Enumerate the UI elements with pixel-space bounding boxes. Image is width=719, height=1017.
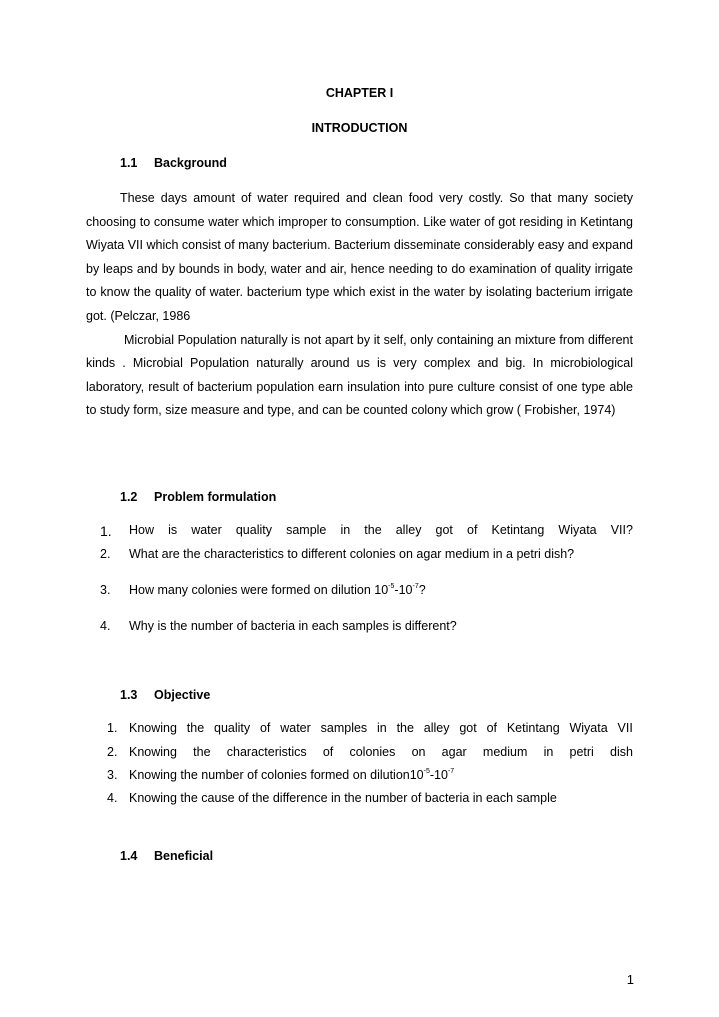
superscript: -7 — [447, 768, 455, 775]
word: in — [377, 721, 387, 735]
problem-item-1 — [100, 523, 633, 539]
list-item-text — [129, 768, 633, 782]
objective-item-4 — [107, 791, 633, 805]
word: on — [411, 745, 426, 759]
word: water — [280, 721, 311, 735]
list-number: 3. — [100, 583, 111, 597]
problem-item-4 — [100, 619, 633, 633]
list-item-text: Knowing the cause of the difference in the number of bacteria in each sample — [129, 791, 557, 805]
list-number: 2. — [100, 547, 111, 561]
word: of — [322, 745, 334, 759]
word: colonies — [349, 745, 396, 759]
list-item-text: What are the characteristics to different colonies on agar medium in a petri dish? — [129, 547, 575, 561]
page-number: 1 — [626, 972, 634, 987]
word: dish — [610, 745, 633, 759]
section-beneficial-heading — [120, 849, 213, 863]
list-number: 3. — [107, 768, 118, 782]
word: quality — [235, 523, 272, 537]
list-item-text — [129, 721, 633, 735]
word: the — [396, 721, 414, 735]
list-number: 2. — [107, 745, 118, 759]
objective-item-2 — [107, 745, 633, 759]
chapter-label: CHAPTER I — [325, 86, 394, 100]
chapter-title: INTRODUCTION — [311, 121, 408, 135]
section-title: Problem formulation — [154, 490, 277, 504]
section-title: Background — [154, 156, 227, 170]
background-text — [86, 187, 633, 423]
word: How — [129, 523, 155, 537]
section-number: 1.1 — [120, 156, 138, 170]
section-title: Objective — [154, 688, 211, 702]
section-title: Beneficial — [154, 849, 214, 863]
text-part: -10 — [394, 583, 413, 597]
list-item-text — [129, 583, 633, 597]
word: Ketintang — [506, 721, 560, 735]
word: of — [467, 523, 478, 537]
word: alley — [423, 721, 450, 735]
word: in — [543, 745, 554, 759]
problem-item-3 — [100, 583, 633, 597]
word: in — [340, 523, 351, 537]
word: alley — [395, 523, 422, 537]
word: of — [486, 721, 497, 735]
objective-item-3 — [107, 768, 633, 782]
word: Wiyata — [558, 523, 597, 537]
section-background-heading — [120, 156, 227, 170]
word: the — [186, 721, 205, 735]
text-part: Knowing the number of colonies formed on dilution10 — [129, 768, 424, 782]
word: characteristics — [226, 745, 307, 759]
section-problem-heading — [120, 490, 276, 504]
background-paragraph-1: These days amount of water required and clean food very costly. So that many society choosing to consume water which improper to consumption. Like water of got residing in Ketintang Wiyata VII which consist of many bacterium. Bacterium disseminate considerably easy and expand by leaps and by bounds in body, water and air, hence needing to do examination of quality irrigate to know the quality of water. bacterium type which exist in the water by isolating bacterium irrigate got. (Pelczar, 1986 — [86, 191, 633, 323]
section-number: 1.2 — [120, 490, 138, 504]
problem-item-2 — [100, 547, 633, 561]
list-item-text: Why is the number of bacteria in each samples is different? — [129, 619, 457, 633]
word: sample — [286, 523, 327, 537]
word: agar — [441, 745, 467, 759]
list-number: 1. — [100, 523, 112, 539]
word: the — [193, 745, 211, 759]
word: VII? — [610, 523, 633, 537]
objective-item-1 — [107, 721, 633, 735]
word: is — [168, 523, 178, 537]
background-paragraph-2: Microbial Population naturally is not apart by it self, only containing an mixture from different kinds . Microbial Population naturally around us is very complex and big. In microbiological laboratory, result of bacterium population earn insulation into pure culture consist of one type able to study form, size measure and type, and can be counted colony which grow ( Frobisher, 1974) — [86, 332, 633, 418]
word: water — [191, 523, 222, 537]
list-number: 4. — [100, 619, 111, 633]
word: got — [459, 721, 477, 735]
superscript: -5 — [423, 768, 430, 775]
text-part: How many colonies were formed on dilution 10 — [129, 583, 389, 597]
text-part: ? — [418, 583, 426, 597]
section-number: 1.3 — [120, 688, 138, 702]
word: of — [259, 721, 271, 735]
word: medium — [482, 745, 528, 759]
word: Ketintang — [491, 523, 545, 537]
list-item-text — [129, 523, 633, 539]
section-objective-heading — [120, 688, 210, 702]
word: samples — [320, 721, 368, 735]
list-item-text — [129, 745, 633, 759]
word: the — [364, 523, 382, 537]
word: quality — [214, 721, 251, 735]
word: Knowing — [129, 745, 177, 759]
word: petri — [569, 745, 594, 759]
superscript: -7 — [412, 583, 419, 590]
text-part: -10 — [429, 768, 448, 782]
word: got — [435, 523, 453, 537]
list-number: 1. — [107, 721, 118, 735]
section-number: 1.4 — [120, 849, 138, 863]
list-number: 4. — [107, 791, 118, 805]
word: VII — [617, 721, 633, 735]
superscript: -5 — [388, 583, 395, 590]
word: Wiyata — [569, 721, 608, 735]
word: Knowing — [129, 721, 177, 735]
